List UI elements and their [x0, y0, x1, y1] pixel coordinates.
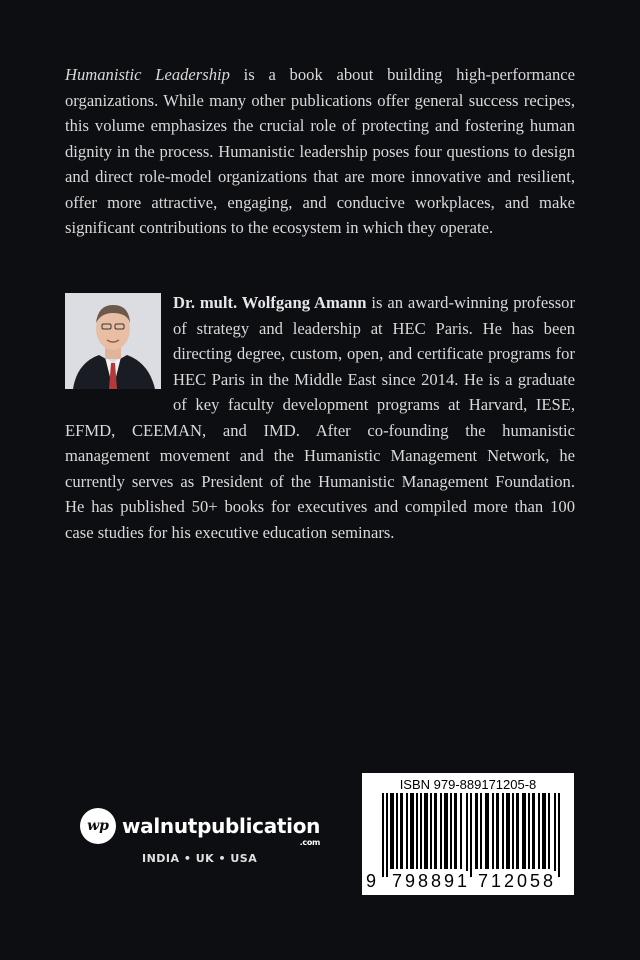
book-description [65, 62, 575, 241]
publisher-logo [80, 808, 321, 847]
barcode-digit-first: 9 [366, 871, 377, 891]
barcode [362, 773, 574, 895]
publisher-regions: INDIA • UK • USA [142, 852, 258, 865]
book-title-italic: Humanistic Leadership [65, 65, 230, 84]
author-bio-text: is an award-winning professor of strategy and leadership at HEC Paris. He has been directing degree, custom, open, and certificate programs for HEC Paris in the Middle East since 2014. He is a graduate of key faculty development programs at Harvard, IESE, EFMD, CEEMAN, and IMD. After co-founding the humanistic management movement and the Humanistic Management Network, he currently serves as President of the Humanistic Management Foundation. He has published 50+ books for executives and compiled more than 100 case studies for his executive education seminars. [65, 293, 575, 542]
isbn-label: ISBN 979-889171205-8 [399, 777, 537, 792]
publisher-name [122, 814, 321, 847]
barcode-digits-right: 712058 [478, 871, 557, 891]
publisher-suffix: .com [299, 838, 321, 847]
publisher-name-text: walnutpublication [122, 814, 321, 838]
author-bio [65, 290, 575, 545]
book-description-text: is a book about building high-performance organizations. While many other publications offer general success recipes, this volume emphasizes the crucial role of protecting and fostering human dignity in the process. Humanistic leadership poses four questions to design and direct role-model organizations that are more innovative and resilient, offer more attractive, engaging, and conducive workplaces, and make significant contributions to the ecosystem in which they operate. [65, 65, 575, 237]
barcode-digits-left: 798891 [392, 871, 471, 891]
author-photo [65, 293, 161, 389]
publisher-logo-mark: wp [80, 808, 116, 844]
barcode-bars [380, 793, 566, 877]
author-name: Dr. mult. Wolfgang Amann [173, 293, 367, 312]
